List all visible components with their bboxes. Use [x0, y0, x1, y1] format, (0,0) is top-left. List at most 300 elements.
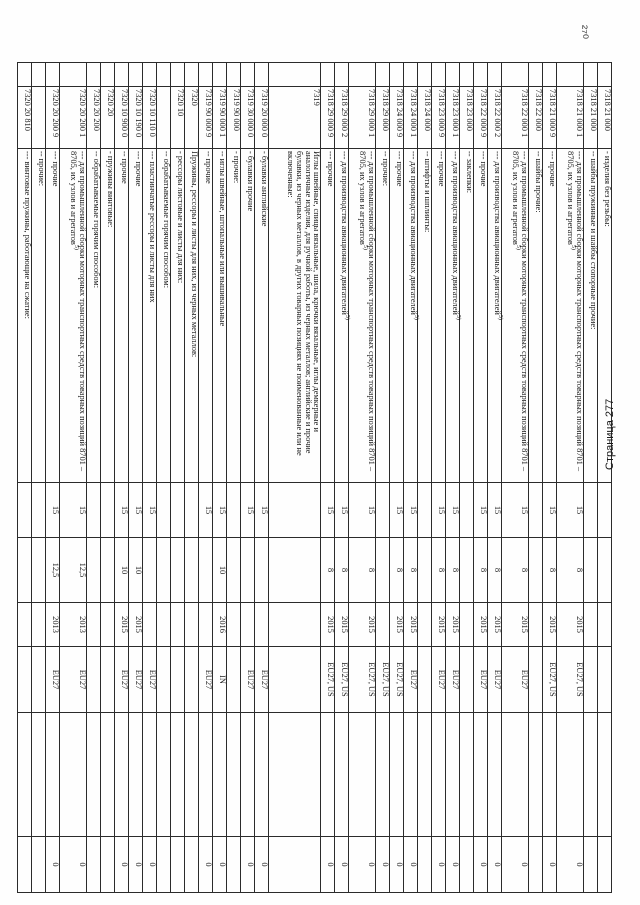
- value-cell-c4: [460, 538, 474, 603]
- value-cell-c6: [390, 647, 404, 713]
- table-row: [46, 63, 60, 893]
- row-margin-cell: [60, 63, 87, 87]
- page-stamp: ²⁷⁰: [576, 24, 592, 40]
- cell-text: 0: [246, 862, 256, 867]
- cell-text: 7318 29 000: [381, 89, 391, 131]
- value-cell-c3: [335, 483, 349, 538]
- value-cell-c7: [446, 713, 460, 837]
- value-cell-c3: [227, 483, 241, 538]
- value-cell-c3: [114, 483, 128, 538]
- tariff-code-cell: [349, 87, 376, 149]
- description-text: --- для промышленной сборки моторных транспортных средств товарных позиций 8701 – 8705, их узлов и агрегатов: [566, 151, 584, 472]
- value-cell-c7: [157, 713, 171, 837]
- value-cell-c3: [185, 483, 199, 538]
- value-cell-c7: [128, 713, 142, 837]
- value-cell-c7: [269, 713, 321, 837]
- cell-text: EU27: [204, 669, 214, 690]
- cell-text: 7319 90 000: [232, 89, 242, 131]
- value-cell-c5: [241, 603, 255, 647]
- cell-text: 7320 20: [105, 89, 115, 117]
- row-margin-cell: [502, 63, 529, 87]
- description-text: --- для производства авиационных двигателей: [451, 151, 461, 315]
- description-text: --- для промышленной сборки моторных транспортных средств товарных позиций 8701 – 8705, их узлов и агрегатов: [358, 151, 377, 472]
- value-cell-c7: [18, 713, 32, 837]
- value-cell-c8: [432, 837, 446, 893]
- value-cell-c7: [241, 713, 255, 837]
- cell-text: 0: [340, 862, 350, 867]
- tariff-code-cell: [128, 87, 142, 149]
- value-cell-c5: [349, 603, 376, 647]
- description-text: --- винтовые пружины, работающие на сжатие:: [23, 151, 33, 319]
- value-cell-c4: [557, 538, 584, 603]
- description-text: --- для производства авиационных двигателей: [493, 151, 503, 315]
- cell-text: 15: [218, 505, 228, 515]
- row-margin-cell: [390, 63, 404, 87]
- value-cell-c6: [213, 647, 227, 713]
- value-cell-c8: [474, 837, 488, 893]
- table-row: [213, 63, 227, 893]
- cell-text: 7320 10: [176, 89, 186, 117]
- table-row: [128, 63, 142, 893]
- row-margin-cell: [597, 63, 611, 87]
- cell-text: 7319 90 000 1: [218, 89, 228, 138]
- row-margin-cell: [460, 63, 474, 87]
- value-cell-c5: [418, 603, 432, 647]
- description-text: --- прочие: [51, 151, 61, 187]
- value-cell-c6: [100, 647, 114, 713]
- value-cell-c8: [157, 837, 171, 893]
- cell-text: 0: [574, 862, 584, 867]
- table-row: [227, 63, 241, 893]
- cell-text: 15: [260, 505, 270, 515]
- value-cell-c4: [418, 538, 432, 603]
- table-row: [446, 63, 460, 893]
- value-cell-c3: [321, 483, 335, 538]
- description-cell: [32, 149, 46, 483]
- tariff-code-cell: [269, 87, 321, 149]
- value-cell-c6: [376, 647, 390, 713]
- description-text: --- прочие: [479, 151, 489, 187]
- cell-text: EU27: [409, 669, 419, 690]
- value-cell-c6: [321, 647, 335, 713]
- cell-text: 0: [367, 862, 377, 867]
- value-cell-c6: [143, 647, 157, 713]
- value-cell-c6: [241, 647, 255, 713]
- cell-text: EU27: [520, 669, 530, 690]
- value-cell-c7: [100, 713, 114, 837]
- cell-text: 8: [493, 567, 503, 573]
- cell-text: 2015: [493, 616, 503, 633]
- row-margin-cell: [227, 63, 241, 87]
- description-text: -- прочие:: [381, 151, 391, 187]
- tariff-code-cell: [227, 87, 241, 149]
- description-text: - изделия без резьбы:: [603, 151, 612, 227]
- value-cell-c4: [255, 538, 269, 603]
- table-row: [269, 63, 321, 893]
- value-cell-c8: [390, 837, 404, 893]
- cell-text: 15: [367, 505, 377, 515]
- value-cell-c7: [349, 713, 376, 837]
- tariff-code-cell: [255, 87, 269, 149]
- description-cell: [418, 149, 432, 483]
- cell-text: 7318 21 000 9: [548, 89, 558, 138]
- value-cell-c7: [32, 713, 46, 837]
- cell-text: EU27, US: [381, 662, 391, 697]
- value-cell-c4: [171, 538, 185, 603]
- footnote-marker: 5): [72, 244, 79, 250]
- cell-text: EU27: [493, 669, 503, 690]
- description-text: --- для производства авиационных двигателей: [340, 151, 350, 315]
- tariff-code-cell: [488, 87, 502, 149]
- value-cell-c7: [583, 713, 597, 837]
- value-cell-c5: [321, 603, 335, 647]
- value-cell-c3: [269, 483, 321, 538]
- table-row: [376, 63, 390, 893]
- description-cell: [128, 149, 142, 483]
- value-cell-c4: [446, 538, 460, 603]
- cell-text: EU27: [51, 669, 61, 690]
- cell-text: 7318 29 000 9: [326, 89, 336, 138]
- value-cell-c8: [583, 837, 597, 893]
- cell-text: EU27: [134, 669, 144, 690]
- value-cell-c8: [502, 837, 529, 893]
- value-cell-c3: [557, 483, 584, 538]
- description-cell: [241, 149, 255, 483]
- description-text: -- прочие:: [37, 151, 47, 187]
- row-margin-cell: [46, 63, 60, 87]
- description-text: - булавки прочие: [246, 151, 256, 212]
- description-cell: [376, 149, 390, 483]
- value-cell-c8: [227, 837, 241, 893]
- cell-text: 15: [246, 505, 256, 515]
- value-cell-c8: [335, 837, 349, 893]
- value-cell-c3: [488, 483, 502, 538]
- table-row: [432, 63, 446, 893]
- table-row: [349, 63, 376, 893]
- cell-text: 0: [326, 862, 336, 867]
- value-cell-c4: [32, 538, 46, 603]
- value-cell-c3: [100, 483, 114, 538]
- value-cell-c5: [404, 603, 418, 647]
- cell-text: 0: [479, 862, 489, 867]
- cell-text: 2015: [367, 616, 377, 633]
- table-row: [199, 63, 213, 893]
- row-margin-cell: [32, 63, 46, 87]
- description-text: --- для промышленной сборки моторных транспортных средств товарных позиций 8701 – 8705, их узлов и агрегатов: [511, 151, 530, 472]
- value-cell-c3: [474, 483, 488, 538]
- cell-text: 7320 10 190 0: [134, 89, 144, 138]
- value-cell-c3: [143, 483, 157, 538]
- tariff-code-cell: [241, 87, 255, 149]
- value-cell-c7: [335, 713, 349, 837]
- value-cell-c4: [143, 538, 157, 603]
- cell-text: 2015: [548, 616, 558, 633]
- cell-text: 8: [409, 567, 419, 573]
- value-cell-c7: [227, 713, 241, 837]
- tariff-code-cell: [335, 87, 349, 149]
- cell-text: 8: [367, 567, 377, 573]
- row-margin-cell: [86, 63, 100, 87]
- description-cell: [100, 149, 114, 483]
- description-text: --- пластинчатые рессоры и листы для них: [148, 151, 158, 303]
- tariff-code-cell: [32, 87, 46, 149]
- cell-text: 8: [326, 567, 336, 573]
- description-cell: [404, 149, 418, 483]
- cell-text: EU27, US: [395, 662, 405, 697]
- value-cell-c3: [597, 483, 611, 538]
- description-text: -- прочие: [119, 151, 129, 184]
- value-cell-c6: [446, 647, 460, 713]
- cell-text: 2013: [51, 616, 61, 633]
- cell-text: 7320 10 110 0: [148, 89, 158, 137]
- value-cell-c8: [199, 837, 213, 893]
- row-margin-cell: [114, 63, 128, 87]
- value-cell-c8: [321, 837, 335, 893]
- row-margin-cell: [432, 63, 446, 87]
- value-cell-c4: [376, 538, 390, 603]
- table-row: [171, 63, 185, 893]
- cell-text: 10: [119, 565, 129, 575]
- value-cell-c3: [418, 483, 432, 538]
- value-cell-c6: [199, 647, 213, 713]
- description-text: -- заклепки:: [465, 151, 475, 194]
- cell-text: 7319 30 000 0: [246, 89, 256, 138]
- cell-text: 7318 22 000 9: [479, 89, 489, 138]
- table-row: [474, 63, 488, 893]
- cell-text: 7318 29 000 1: [367, 89, 377, 138]
- value-cell-c5: [157, 603, 171, 647]
- description-cell: [460, 149, 474, 483]
- cell-text: 2015: [119, 616, 129, 633]
- value-cell-c4: [432, 538, 446, 603]
- value-cell-c7: [488, 713, 502, 837]
- description-text: --- прочие: [395, 151, 405, 187]
- row-margin-cell: [269, 63, 321, 87]
- description-cell: [446, 149, 460, 483]
- table-row: [390, 63, 404, 893]
- value-cell-c3: [32, 483, 46, 538]
- cell-text: 0: [381, 862, 391, 867]
- cell-text: 2015: [479, 616, 489, 633]
- tariff-code-cell: [213, 87, 227, 149]
- cell-text: EU27: [148, 669, 158, 690]
- cell-text: 7318 23 000: [465, 89, 475, 131]
- value-cell-c3: [543, 483, 557, 538]
- description-cell: [199, 149, 213, 483]
- cell-text: 15: [437, 505, 447, 515]
- value-cell-c3: [349, 483, 376, 538]
- value-cell-c7: [171, 713, 185, 837]
- value-cell-c6: [157, 647, 171, 713]
- value-cell-c8: [18, 837, 32, 893]
- cell-text: 2015: [520, 616, 530, 633]
- row-margin-cell: [349, 63, 376, 87]
- value-cell-c7: [502, 713, 529, 837]
- description-text: -- шайбы пружинные и шайбы стопорные прочие:: [588, 151, 598, 330]
- value-cell-c8: [404, 837, 418, 893]
- tariff-code-cell: [157, 87, 171, 149]
- value-cell-c5: [390, 603, 404, 647]
- tariff-code-cell: [86, 87, 100, 149]
- cell-text: 15: [493, 505, 503, 515]
- value-cell-c4: [157, 538, 171, 603]
- cell-text: EU27: [437, 669, 447, 690]
- value-cell-c3: [86, 483, 100, 538]
- value-cell-c8: [46, 837, 60, 893]
- value-cell-c7: [46, 713, 60, 837]
- row-margin-cell: [488, 63, 502, 87]
- cell-text: 8: [437, 567, 447, 573]
- value-cell-c3: [432, 483, 446, 538]
- table-row: [143, 63, 157, 893]
- value-cell-c7: [543, 713, 557, 837]
- cell-text: 0: [451, 862, 461, 867]
- table-row: [114, 63, 128, 893]
- value-cell-c3: [376, 483, 390, 538]
- description-cell: [114, 149, 128, 483]
- row-margin-cell: [474, 63, 488, 87]
- value-cell-c4: [488, 538, 502, 603]
- value-cell-c7: [199, 713, 213, 837]
- value-cell-c8: [446, 837, 460, 893]
- value-cell-c3: [46, 483, 60, 538]
- description-cell: [335, 149, 349, 483]
- row-margin-cell: [128, 63, 142, 87]
- footnote-marker: 5): [455, 314, 462, 320]
- cell-text: 0: [204, 862, 214, 867]
- value-cell-c6: [114, 647, 128, 713]
- tariff-table-body: [18, 63, 612, 893]
- row-margin-cell: [241, 63, 255, 87]
- value-cell-c4: [86, 538, 100, 603]
- value-cell-c4: [583, 538, 597, 603]
- cell-text: 8: [574, 567, 584, 573]
- cell-text: 0: [437, 862, 447, 867]
- value-cell-c5: [446, 603, 460, 647]
- cell-text: 15: [409, 505, 419, 515]
- cell-text: 7319 20 000 0: [260, 89, 270, 138]
- cell-text: 15: [395, 505, 405, 515]
- cell-text: EU27: [77, 669, 87, 690]
- row-margin-cell: [543, 63, 557, 87]
- value-cell-c6: [597, 647, 611, 713]
- value-cell-c7: [597, 713, 611, 837]
- value-cell-c8: [529, 837, 543, 893]
- value-cell-c4: [404, 538, 418, 603]
- value-cell-c4: [128, 538, 142, 603]
- description-cell: [171, 149, 185, 483]
- table-row: [418, 63, 432, 893]
- value-cell-c6: [335, 647, 349, 713]
- table-row: [543, 63, 557, 893]
- value-cell-c5: [86, 603, 100, 647]
- cell-text: 7320 20 200 9: [51, 89, 61, 138]
- tariff-code-cell: [404, 87, 418, 149]
- tariff-code-cell: [199, 87, 213, 149]
- table-row: [18, 63, 32, 893]
- value-cell-c5: [199, 603, 213, 647]
- cell-text: EU27: [246, 669, 256, 690]
- row-margin-cell: [376, 63, 390, 87]
- table-row: [502, 63, 529, 893]
- cell-text: 7320 20 200 1: [77, 89, 87, 138]
- cell-text: 0: [51, 862, 61, 867]
- value-cell-c8: [128, 837, 142, 893]
- cell-text: 2015: [326, 616, 336, 633]
- row-margin-cell: [100, 63, 114, 87]
- cell-text: EU27, US: [340, 662, 350, 697]
- table-row: [157, 63, 171, 893]
- value-cell-c5: [597, 603, 611, 647]
- table-row: [100, 63, 114, 893]
- tariff-code-cell: [460, 87, 474, 149]
- value-cell-c3: [502, 483, 529, 538]
- table-row: [321, 63, 335, 893]
- tariff-table-sheet: [17, 62, 612, 892]
- table-row: [583, 63, 597, 893]
- table-row: [241, 63, 255, 893]
- value-cell-c6: [557, 647, 584, 713]
- value-cell-c4: [185, 538, 199, 603]
- value-cell-c7: [390, 713, 404, 837]
- cell-text: 0: [395, 862, 405, 867]
- cell-text: EU27, US: [367, 662, 377, 697]
- cell-text: 0: [548, 862, 558, 867]
- value-cell-c4: [60, 538, 87, 603]
- cell-text: 8: [548, 567, 558, 573]
- tariff-code-cell: [446, 87, 460, 149]
- cell-text: 10: [134, 565, 144, 575]
- value-cell-c4: [597, 538, 611, 603]
- description-cell: [529, 149, 543, 483]
- value-cell-c3: [128, 483, 142, 538]
- cell-text: 15: [77, 505, 87, 515]
- value-cell-c7: [213, 713, 227, 837]
- description-cell: [583, 149, 597, 483]
- value-cell-c5: [583, 603, 597, 647]
- value-cell-c6: [46, 647, 60, 713]
- description-text: -- шайбы прочие:: [534, 151, 544, 213]
- value-cell-c5: [18, 603, 32, 647]
- value-cell-c5: [529, 603, 543, 647]
- cell-text: 8: [520, 567, 530, 573]
- value-cell-c8: [114, 837, 128, 893]
- value-cell-c8: [349, 837, 376, 893]
- description-cell: [213, 149, 227, 483]
- cell-text: 7318 23 000 9: [437, 89, 447, 138]
- row-margin-cell: [404, 63, 418, 87]
- value-cell-c8: [100, 837, 114, 893]
- description-cell: [502, 149, 529, 483]
- value-cell-c4: [241, 538, 255, 603]
- value-cell-c3: [241, 483, 255, 538]
- value-cell-c8: [376, 837, 390, 893]
- footnote-marker: 5): [413, 314, 420, 320]
- cell-text: 15: [340, 505, 350, 515]
- footnote-marker: 5): [497, 314, 504, 320]
- value-cell-c7: [376, 713, 390, 837]
- value-cell-c8: [543, 837, 557, 893]
- tariff-code-cell: [502, 87, 529, 149]
- value-cell-c7: [404, 713, 418, 837]
- value-cell-c6: [269, 647, 321, 713]
- value-cell-c5: [128, 603, 142, 647]
- value-cell-c6: [349, 647, 376, 713]
- description-text: Иглы швейные, спицы вязальные, шила, крючки вязальные, иглы демкерные и аналогичные изделия, для ручной работы, из черных металлов; английские и прочие булавки, из черных металлов, в других товарных позициях не поименованные или не включенные:: [285, 151, 322, 456]
- table-row: [597, 63, 611, 893]
- value-cell-c4: [114, 538, 128, 603]
- description-cell: [321, 149, 335, 483]
